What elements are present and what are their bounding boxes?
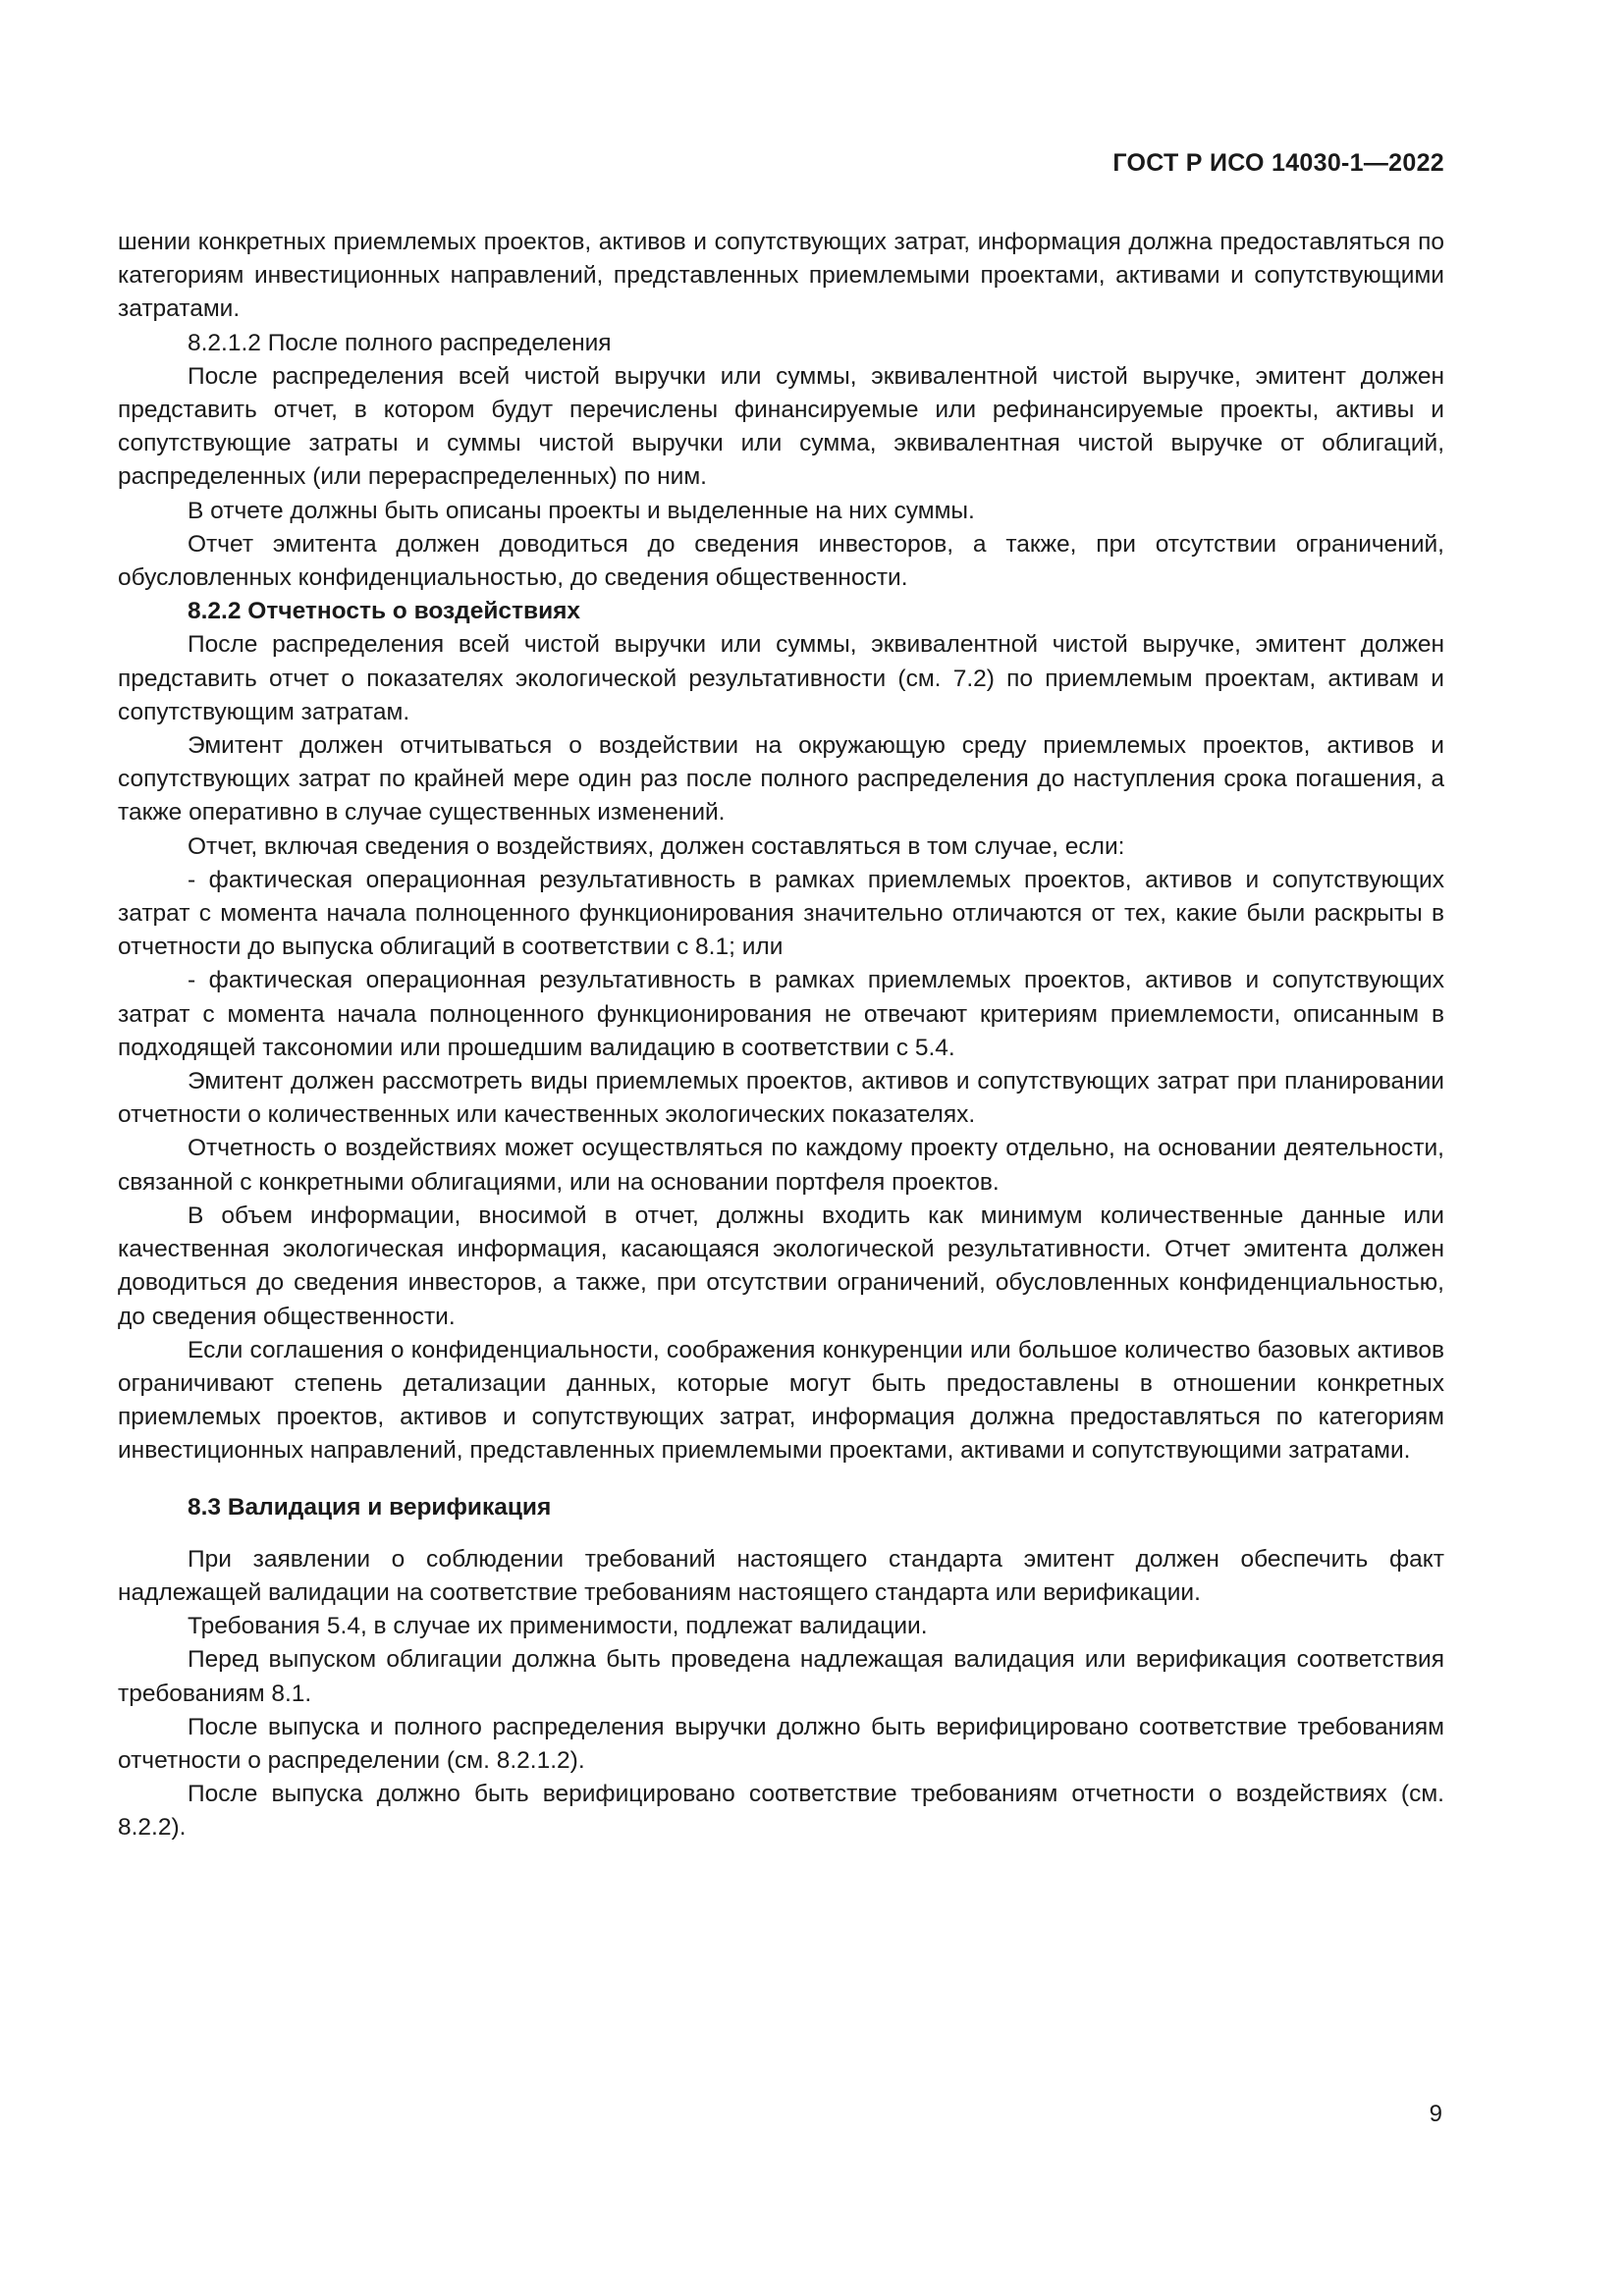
paragraph: Отчет, включая сведения о воздействиях, должен составляться в том случае, если: [188, 832, 1125, 860]
paragraph-continuation: шении конкретных приемлемых проектов, активов и сопутствующих затрат, информация должна предоставляться по категориям инвестиционных направлений, представленных приемлемыми проектами, активами и сопутствующими затратами. [118, 229, 1444, 323]
paragraph: При заявлении о соблюдении требований настоящего стандарта эмитент должен обеспечить факт надлежащей валидации на соответствие требованиям настоящего стандарта или верификации. [118, 1545, 1444, 1606]
subsection-title-8-2-1-2: 8.2.1.2 После полного распределения [188, 329, 612, 356]
paragraph: Перед выпуском облигации должна быть проведена надлежащая валидация или верификация соответствия требованиям 8.1. [118, 1646, 1444, 1707]
section-heading-8-3: 8.3 Валидация и верификация [188, 1493, 552, 1521]
paragraph: Если соглашения о конфиденциальности, соображения конкуренции или большое количество базовых активов ограничивают степень детализации данных, которые могут быть предоставлены в отношении конкретных приемлемых проектов, активов и сопутствующих затрат, информация должна предоставляться по категориям инвестиционных направлений, представленных приемлемыми проектами, активами и сопутствующими затратами. [118, 1336, 1444, 1465]
paragraph: После распределения всей чистой выручки или суммы, эквивалентной чистой выручке, эмитент должен представить отчет о показателях экологической результативности (см. 7.2) по приемлемым проектам, активам и сопутствующим затратам. [118, 631, 1444, 725]
paragraph: После выпуска и полного распределения выручки должно быть верифицировано соответствие требованиям отчетности о распределении (см. 8.2.1.2). [118, 1713, 1444, 1774]
paragraph: В отчете должны быть описаны проекты и выделенные на них суммы. [188, 497, 975, 524]
paragraph: После выпуска должно быть верифицировано соответствие требованиям отчетности о воздействиях (см. 8.2.2). [118, 1781, 1444, 1842]
paragraph: Эмитент должен рассмотреть виды приемлемых проектов, активов и сопутствующих затрат при планировании отчетности о количественных или качественных экологических показателях. [118, 1068, 1444, 1129]
paragraph: Отчет эмитента должен доводиться до сведения инвесторов, а также, при отсутствии ограничений, обусловленных конфиденциальностью, до сведения общественности. [118, 530, 1444, 592]
paragraph: В объем информации, вносимой в отчет, должны входить как минимум количественные данные или качественная экологическая информация, касающаяся экологической результативности. Отчет эмитента должен доводиться до сведения инвесторов, а также, при отсутствии ограничений, обусловленных конфиденциальностью, до сведения общественности. [118, 1201, 1444, 1330]
subsection-heading-8-2-2: 8.2.2 Отчетность о воздействиях [188, 598, 581, 625]
document-body [118, 226, 1444, 1845]
page-number: 9 [1429, 2101, 1442, 2127]
document-header: ГОСТ Р ИСО 14030-1—2022 [1112, 149, 1444, 177]
paragraph: Требования 5.4, в случае их применимости, подлежат валидации. [188, 1613, 928, 1640]
list-item: - фактическая операционная результативность в рамках приемлемых проектов, активов и сопутствующих затрат с момента начала полноценного функционирования значительно отличаются от тех, какие были раскрыты в отчетности до выпуска облигаций в соответствии с 8.1; или [118, 866, 1444, 961]
paragraph: Эмитент должен отчитываться о воздействии на окружающую среду приемлемых проектов, активов и сопутствующих затрат по крайней мере один раз после полного распределения до наступления срока погашения, а также оперативно в случае существенных изменений. [118, 732, 1444, 827]
paragraph: Отчетность о воздействиях может осуществляться по каждому проекту отдельно, на основании деятельности, связанной с конкретными облигациями, или на основании портфеля проектов. [118, 1135, 1444, 1196]
list-item: - фактическая операционная результативность в рамках приемлемых проектов, активов и сопутствующих затрат с момента начала полноценного функционирования не отвечают критериям приемлемости, описанным в подходящей таксономии или прошедшим валидацию в соответствии с 5.4. [118, 967, 1444, 1061]
paragraph: После распределения всей чистой выручки или суммы, эквивалентной чистой выручке, эмитент должен представить отчет, в котором будут перечислены финансируемые или рефинансируемые проекты, активы и сопутствующие затраты и суммы чистой выручки или сумма, эквивалентная чистой выручке от облигаций, распределенных (или перераспределенных) по ним. [118, 362, 1444, 491]
